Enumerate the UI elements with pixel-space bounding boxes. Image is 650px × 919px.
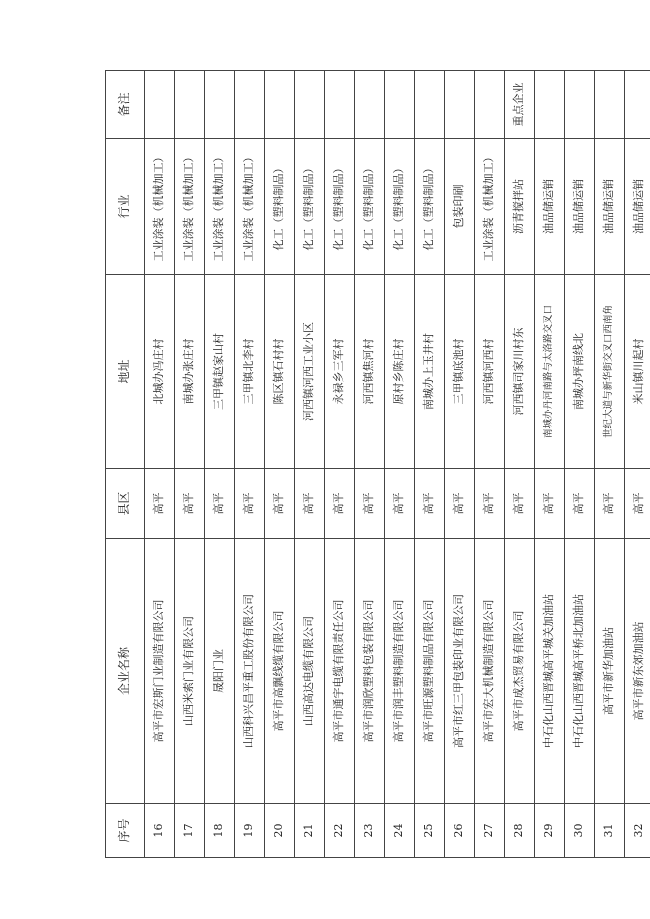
cell-county: 高平 (565, 469, 595, 539)
cell-index: 21 (295, 804, 325, 858)
cell-county: 高平 (625, 469, 650, 539)
cell-name: 高平市新华加油站 (595, 539, 625, 804)
cell-note (445, 71, 475, 139)
cell-index: 20 (265, 804, 295, 858)
cell-note (205, 71, 235, 139)
header-industry: 行业 (106, 139, 145, 275)
cell-address: 河西镇河西村 (475, 275, 505, 469)
header-county: 县区 (106, 469, 145, 539)
cell-county: 高平 (295, 469, 325, 539)
cell-county: 高平 (265, 469, 295, 539)
header-index: 序号 (106, 804, 145, 858)
table-body (145, 71, 650, 858)
cell-note (145, 71, 175, 139)
cell-county: 高平 (355, 469, 385, 539)
cell-name: 高平市高飘线缆有限公司 (265, 539, 295, 804)
table-header-row (106, 71, 145, 858)
cell-county: 高平 (235, 469, 265, 539)
cell-index: 17 (175, 804, 205, 858)
table-row (445, 71, 475, 858)
cell-county: 高平 (535, 469, 565, 539)
table-row (565, 71, 595, 858)
cell-industry: 包装印刷 (445, 139, 475, 275)
cell-address: 南城办丹河南路与太洛路交叉口 (535, 275, 565, 469)
table-row (355, 71, 385, 858)
cell-address: 北城办冯庄村 (145, 275, 175, 469)
table-row (625, 71, 650, 858)
cell-county: 高平 (445, 469, 475, 539)
cell-index: 26 (445, 804, 475, 858)
cell-index: 29 (535, 804, 565, 858)
cell-name: 山西科兴昌平重工股份有限公司 (235, 539, 265, 804)
cell-name: 高平市成杰贸易有限公司 (505, 539, 535, 804)
cell-note (565, 71, 595, 139)
cell-name: 中石化山西晋城高平城关加油站 (535, 539, 565, 804)
cell-note (625, 71, 650, 139)
cell-address: 南城办上玉井村 (415, 275, 445, 469)
cell-name: 高平市通宇电缆有限责任公司 (325, 539, 355, 804)
cell-index: 31 (595, 804, 625, 858)
cell-name: 高平市润丰塑料制造有限公司 (385, 539, 415, 804)
cell-note (475, 71, 505, 139)
cell-note (595, 71, 625, 139)
cell-name: 高平市宏大机械制造有限公司 (475, 539, 505, 804)
cell-name: 中石化山西晋城高平桥北加油站 (565, 539, 595, 804)
cell-index: 25 (415, 804, 445, 858)
cell-county: 高平 (415, 469, 445, 539)
cell-county: 高平 (475, 469, 505, 539)
table-row (535, 71, 565, 858)
header-note: 备注 (106, 71, 145, 139)
cell-index: 22 (325, 804, 355, 858)
cell-industry: 油品储运销 (595, 139, 625, 275)
cell-industry: 油品储运销 (565, 139, 595, 275)
cell-name: 高平市润欣塑料包装有限公司 (355, 539, 385, 804)
cell-index: 27 (475, 804, 505, 858)
cell-industry: 化工（塑料制品） (385, 139, 415, 275)
cell-address: 三甲镇北李村 (235, 275, 265, 469)
cell-note (325, 71, 355, 139)
cell-industry: 化工（塑料制品） (265, 139, 295, 275)
cell-county: 高平 (205, 469, 235, 539)
table-row (505, 71, 535, 858)
cell-name: 高平市红三甲包装印业有限公司 (445, 539, 475, 804)
table-row (205, 71, 235, 858)
table-row (325, 71, 355, 858)
cell-note (415, 71, 445, 139)
cell-name: 高平市旺源塑料制品有限公司 (415, 539, 445, 804)
cell-industry: 工业涂装（机械加工） (475, 139, 505, 275)
table-row (385, 71, 415, 858)
cell-note (295, 71, 325, 139)
table-row (595, 71, 625, 858)
table-row (175, 71, 205, 858)
cell-index: 19 (235, 804, 265, 858)
cell-county: 高平 (385, 469, 415, 539)
cell-name: 晟阳门业 (205, 539, 235, 804)
cell-index: 23 (355, 804, 385, 858)
table-row (265, 71, 295, 858)
cell-address: 永禄乡三军村 (325, 275, 355, 469)
cell-industry: 工业涂装（机械加工） (145, 139, 175, 275)
cell-note: 重点企业 (505, 71, 535, 139)
cell-note (355, 71, 385, 139)
cell-address: 南城办坪南线北 (565, 275, 595, 469)
table-row (145, 71, 175, 858)
cell-industry: 化工（塑料制品） (325, 139, 355, 275)
cell-address: 河西镇河西工业小区 (295, 275, 325, 469)
cell-county: 高平 (595, 469, 625, 539)
cell-county: 高平 (145, 469, 175, 539)
cell-name: 高平市宏斯门业制造有限公司 (145, 539, 175, 804)
table-row (235, 71, 265, 858)
table-row (295, 71, 325, 858)
rotated-page (105, 71, 646, 858)
cell-name: 山西高达电缆有限公司 (295, 539, 325, 804)
cell-index: 28 (505, 804, 535, 858)
cell-industry: 油品储运销 (535, 139, 565, 275)
cell-index: 18 (205, 804, 235, 858)
cell-index: 16 (145, 804, 175, 858)
cell-note (385, 71, 415, 139)
enterprise-table (105, 70, 650, 858)
cell-industry: 工业涂装（机械加工） (205, 139, 235, 275)
cell-address: 三甲镇底池村 (445, 275, 475, 469)
cell-index: 24 (385, 804, 415, 858)
cell-industry: 化工（塑料制品） (355, 139, 385, 275)
cell-industry: 油品储运销 (625, 139, 650, 275)
cell-address: 南城办张庄村 (175, 275, 205, 469)
cell-address: 世纪大道与新华街交叉口西南角 (595, 275, 625, 469)
cell-address: 陈区镇石村村 (265, 275, 295, 469)
header-address: 地址 (106, 275, 145, 469)
cell-address: 河西镇司家川村东 (505, 275, 535, 469)
cell-address: 米山镇川起村 (625, 275, 650, 469)
cell-note (175, 71, 205, 139)
header-name: 企业名称 (106, 539, 145, 804)
cell-name: 高平市新东郊加油站 (625, 539, 650, 804)
cell-county: 高平 (175, 469, 205, 539)
cell-name: 山西米索门业有限公司 (175, 539, 205, 804)
cell-county: 高平 (505, 469, 535, 539)
cell-note (535, 71, 565, 139)
table-row (475, 71, 505, 858)
cell-note (265, 71, 295, 139)
cell-address: 原村乡陈庄村 (385, 275, 415, 469)
cell-index: 30 (565, 804, 595, 858)
cell-industry: 化工（塑料制品） (295, 139, 325, 275)
cell-industry: 沥青搅拌站 (505, 139, 535, 275)
cell-address: 三甲镇赵家山村 (205, 275, 235, 469)
cell-industry: 化工（塑料制品） (415, 139, 445, 275)
cell-address: 河西镇焦河村 (355, 275, 385, 469)
cell-note (235, 71, 265, 139)
cell-index: 32 (625, 804, 650, 858)
cell-industry: 工业涂装（机械加工） (235, 139, 265, 275)
table-row (415, 71, 445, 858)
cell-industry: 工业涂装（机械加工） (175, 139, 205, 275)
cell-county: 高平 (325, 469, 355, 539)
